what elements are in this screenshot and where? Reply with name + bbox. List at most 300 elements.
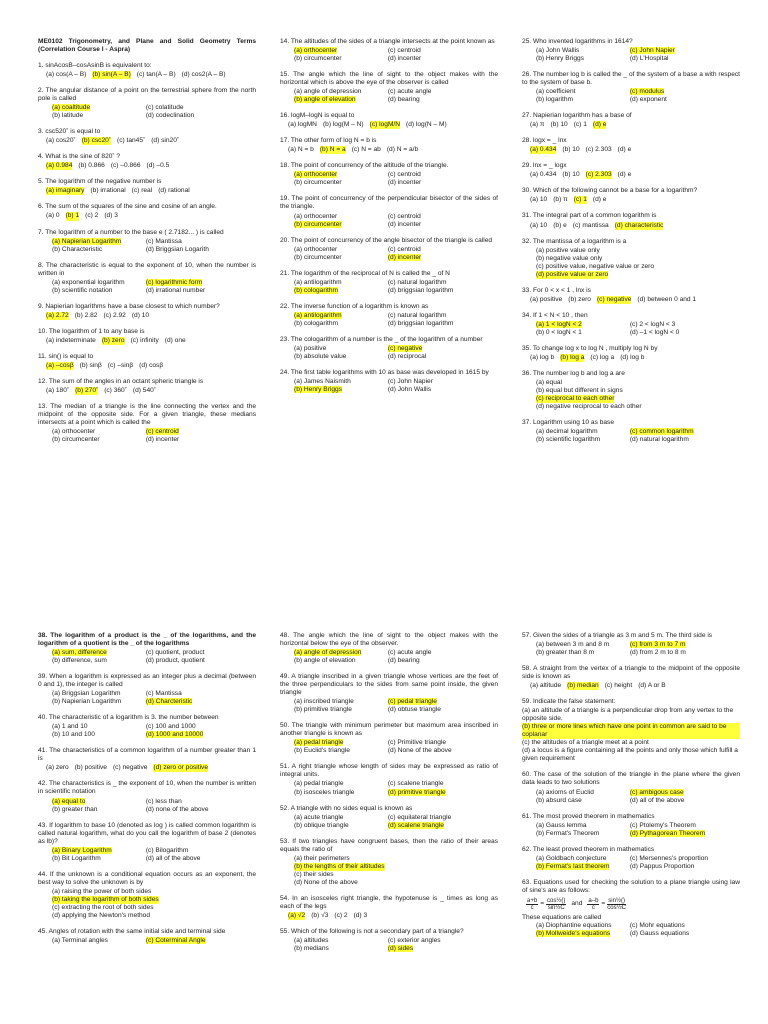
answer-option: (c) 1: [573, 121, 587, 129]
answer-option-cell: [52, 798, 146, 806]
answer-option: (c) Primitive triangle: [387, 739, 447, 747]
answer-options: [38, 104, 256, 120]
answer-option: (c) –0.866: [110, 162, 141, 170]
answer-option: (c) scalene triangle: [387, 780, 444, 788]
question-48: [280, 632, 498, 665]
answer-option: (d) from 2 m to 8 m: [629, 649, 686, 657]
answer-option: (d) Pappus Proportion: [629, 862, 695, 870]
answer-option: (b) 0.866: [78, 162, 105, 170]
answer-option-cell: [52, 104, 146, 112]
answer-option-cell: [630, 863, 724, 871]
answer-option-highlighted: (b) 1: [65, 212, 80, 220]
answer-option-cell: [536, 797, 630, 805]
answer-option-highlighted: (c) negative: [596, 295, 632, 303]
answer-option-cell: [630, 641, 724, 649]
answer-options: [38, 187, 256, 195]
question-37: [522, 419, 740, 444]
answer-options: [38, 690, 256, 706]
answer-option: (d) e: [592, 196, 607, 204]
question-27: [522, 112, 740, 129]
answer-option-cell: [52, 723, 146, 731]
answer-options: [38, 937, 256, 945]
answer-option: (c) Ptolemy's Theorem: [629, 821, 696, 829]
answer-option: (b) difference, sum: [52, 657, 107, 665]
question-50: [280, 722, 498, 755]
question-5: [38, 178, 256, 195]
answer-option-cell: [294, 780, 388, 788]
answer-option-highlighted: (c) centroid: [145, 428, 179, 436]
equals-sign: =: [540, 900, 545, 908]
fraction: [587, 898, 599, 911]
answer-option-cell: [146, 428, 240, 436]
answer-option: (a) angle of depression: [294, 88, 362, 96]
question-35: [522, 345, 740, 362]
answer-option: (a) logMN: [288, 121, 317, 129]
question-stem: 25. Who invented logarithms in 1614?: [522, 38, 633, 45]
question-stem: 31. The integral part of a common logarithm is: [522, 212, 657, 220]
answer-option-cell: [294, 698, 388, 706]
answer-option-cell: [630, 922, 724, 930]
answer-option: (c) N = ab: [351, 146, 381, 154]
equals-sign: =: [601, 900, 606, 908]
answer-option-highlighted: (b) circumcenter: [294, 220, 342, 228]
answer-option-cell: [294, 179, 388, 187]
answer-option: (b) Euclid's triangle: [294, 747, 350, 755]
answer-option: (a) indeterminate: [46, 336, 96, 344]
answer-option: (c) tan45˚: [117, 137, 146, 145]
column-1: [38, 38, 256, 452]
question-stem: 53. If two triangles have congruent bases, then the ratio of their areas equals the ratio of: [280, 837, 498, 853]
answer-options: [38, 847, 256, 863]
question-13: [38, 403, 256, 444]
question-58: [522, 665, 740, 690]
question-stem: 33. For 0 < x < 1 , lnx is: [522, 286, 591, 294]
question-61: [522, 813, 740, 838]
question-29: [522, 162, 740, 179]
answer-option: (d) codeclination: [145, 112, 195, 120]
fraction: [546, 898, 566, 911]
answer-option-cell: [146, 436, 240, 444]
answer-option: (c) natural logarithm: [387, 311, 447, 319]
answer-option: (b) log(M – N): [322, 121, 364, 129]
answer-option: (b) circumcenter: [294, 55, 342, 63]
answer-option-cell: [388, 55, 482, 63]
answer-option: (d) 540˚: [132, 386, 156, 394]
answer-option: (d) natural logarithm: [629, 436, 689, 444]
answer-option: (d) a locus is a figure containing all the points and only those which fulfill a given requirement: [522, 747, 738, 763]
answer-option-cell: [536, 855, 630, 863]
answer-options: [280, 279, 498, 295]
answer-option: (c) less than: [145, 797, 182, 805]
answer-option: (d) irrational number: [145, 286, 206, 294]
answer-option: (c) centroid: [387, 212, 421, 220]
answer-option-highlighted: (d) positive value or zero: [536, 270, 609, 278]
answer-option: (c) 2: [85, 212, 99, 220]
question-19: [280, 195, 498, 228]
question-30: [522, 187, 740, 204]
answer-option-highlighted: (b) the lengths of their altitudes: [294, 862, 385, 870]
question-stem: 17. The other form of log N = b is: [280, 137, 377, 145]
answer-option-cell: [630, 55, 724, 63]
answer-option-cell: [536, 922, 630, 930]
answer-option: (a) orthocenter: [294, 245, 338, 253]
answer-option-cell: [536, 88, 630, 96]
question-stem: 41. The characteristics of a common logarithm of a number greater than 1 is: [38, 747, 256, 763]
answer-option: (a) Terminal angles: [52, 936, 108, 944]
answer-option-cell: [294, 739, 388, 747]
answer-option-cell: [630, 930, 724, 938]
question-36: [522, 370, 740, 411]
answer-option-cell: [52, 279, 146, 287]
answer-option: (a) an altitude of a triangle is a perpendicular drop from any vertex to the opposite side.: [522, 707, 734, 723]
answer-options: [38, 764, 256, 772]
answer-option-highlighted: (d) zero or positive: [153, 764, 209, 772]
answer-option: (c) natural logarithm: [387, 278, 447, 286]
answer-option: (b) 10: [562, 146, 580, 154]
answer-option-cell: [294, 937, 388, 945]
answer-option-cell: [388, 822, 482, 830]
question-59: [522, 698, 740, 763]
answer-option: (d) product, quotient: [145, 657, 205, 665]
answer-options: [522, 682, 740, 690]
answer-option: (c) quotient, product: [145, 649, 205, 657]
question-62: [522, 846, 740, 871]
question-stem: 63. Equations used for checking the solution to a plane triangle using law of sine's are as follows:: [522, 878, 740, 894]
answer-option-cell: [52, 855, 146, 863]
answer-option: (c) log a: [590, 353, 615, 361]
formula-and: and: [571, 900, 583, 908]
answer-options: [38, 71, 256, 79]
answer-option-cell: [294, 747, 388, 755]
question-stem: 6. The sum of the squares of the sine and cosine of an angle.: [38, 203, 217, 211]
answer-option: (a) positive: [294, 344, 327, 352]
answer-option: (c) 2.303: [585, 146, 612, 154]
question-34: [522, 312, 740, 337]
answer-option-cell: [294, 378, 388, 386]
answer-option-cell: [146, 937, 240, 945]
answer-options: [280, 937, 498, 953]
answer-option-cell: [536, 96, 630, 104]
question-12: [38, 378, 256, 395]
answer-option-highlighted: (a) antilogarithm: [294, 311, 342, 319]
answer-option: (d) negative reciprocal to each other: [536, 403, 642, 411]
answer-options: [522, 707, 740, 763]
answer-option-highlighted: (a) angle of depression: [294, 649, 362, 657]
question-stem: 37. Logarithm using 10 as base: [522, 419, 615, 427]
answer-option-highlighted: (d) incenter: [387, 253, 422, 261]
answer-option: (b) greater than 8 m: [536, 649, 595, 657]
answer-option: (a) altitudes: [294, 936, 329, 944]
question-21: [280, 270, 498, 295]
answer-option-cell: [536, 428, 630, 436]
answer-options: [522, 379, 740, 411]
answer-option: (b) isosceles triangle: [294, 788, 355, 796]
question-stem: 29. lnx = _ logx: [522, 162, 567, 170]
answer-option-cell: [388, 213, 482, 221]
answer-option-highlighted: (a) pedal triangle: [294, 739, 344, 747]
answer-option-cell: [388, 279, 482, 287]
question-stem: 13. The median of a triangle is the line connecting the vertex and the midpoint of the opposite side. For a given triangle, these medians intersects at a point which is called the: [38, 402, 256, 427]
answer-option: (a) Briggsian Logarithm: [52, 690, 121, 698]
answer-option-cell: [388, 739, 482, 747]
question-stem: 23. The cologarithm of a number is the _ of the logarithm of a number: [280, 335, 483, 343]
answer-option-highlighted: (c) from 3 m to 7 m: [629, 641, 686, 649]
answer-option: (b) negative value only: [536, 254, 603, 262]
answer-option: (a) log b: [530, 353, 555, 361]
question-45: [38, 928, 256, 945]
answer-options: [522, 47, 740, 63]
question-stem: 61. The most proved theorem in mathematics: [522, 812, 655, 820]
answer-option: (d) between 0 and 1: [637, 295, 697, 303]
question-stem: 62. The least proved theorem in mathematics: [522, 845, 655, 853]
answer-option-cell: [630, 428, 724, 436]
answer-option-cell: [294, 221, 388, 229]
answer-option-highlighted: (a) 0.984: [46, 162, 73, 170]
answer-options: [522, 222, 740, 230]
answer-option: (d) L'Hospital: [629, 55, 669, 63]
answer-option: (a) antilogarithm: [294, 278, 342, 286]
answer-option-cell: [536, 930, 630, 938]
answer-option: (a) Gauss lemma: [536, 821, 587, 829]
answer-option-highlighted: (b) 270˚: [75, 386, 99, 394]
answer-options: [280, 47, 498, 63]
answer-option-cell: [630, 855, 724, 863]
answer-option-cell: [294, 386, 388, 394]
answer-option: (d) None of the above: [387, 747, 452, 755]
answer-option-highlighted: (a) 0.434: [530, 146, 557, 154]
answer-option: (a) π: [530, 121, 545, 129]
answer-option-cell: [294, 279, 388, 287]
numerator: sin½(): [608, 897, 625, 904]
question-16: [280, 112, 498, 129]
question-55: [280, 928, 498, 953]
answer-option: (c) exterior angles: [387, 936, 441, 944]
answer-option: (d) incenter: [387, 179, 422, 187]
answer-option: (b) Characteristic: [52, 245, 103, 253]
answer-option: (a) pedal triangle: [294, 780, 344, 788]
question-stem: 36. The number log b and log a are: [522, 369, 625, 377]
answer-option-highlighted: (b) cologarithm: [294, 286, 338, 294]
question-24: [280, 369, 498, 394]
answer-options: [38, 279, 256, 295]
answer-option-highlighted: (a) imaginary: [46, 187, 85, 195]
answer-option-highlighted: (c) 1: [573, 196, 587, 204]
question-stem: 48. The angle which the line of sight to the object makes with the horizontal below the eye of the observer.: [280, 632, 498, 648]
answer-option-cell: [52, 238, 146, 246]
answer-option-cell: [294, 814, 388, 822]
question-57: [522, 632, 740, 657]
answer-options: [522, 354, 740, 362]
answer-option-highlighted: (d) e: [592, 121, 607, 129]
question-stem: 8. The characteristic is equal to the exponent of 10, when the number is written in: [38, 261, 256, 277]
answer-options: [280, 312, 498, 328]
answer-option-cell: [52, 657, 146, 665]
answer-option-cell: [294, 353, 388, 361]
answer-option-cell: [294, 287, 388, 295]
answer-option-cell: [294, 254, 388, 262]
answer-option: (d) –0.5: [146, 162, 170, 170]
answer-option: (b) scientific notation: [52, 286, 113, 294]
question-6: [38, 203, 256, 220]
answer-option: (d) bearing: [387, 657, 420, 665]
answer-option-cell: [294, 171, 388, 179]
answer-option: (b) latitude: [52, 112, 84, 120]
question-stem: 49. A triangle inscribed in a given triangle whose vertices are the feet of the three perpendiculars to the sides from same point inside, the given triangle: [280, 673, 498, 697]
answer-option: (c) acute angle: [387, 649, 432, 657]
answer-option: (a) between 3 m and 8 m: [536, 641, 610, 649]
question-stem: 3. csc520˚ is equal to: [38, 128, 101, 136]
question-1: [38, 62, 256, 79]
answer-option-cell: [388, 345, 482, 353]
question-stem: 21. The logarithm of the reciprocal of N is called the _ of N: [280, 269, 450, 277]
answer-option-highlighted: (c) reciprocal to each other: [536, 395, 615, 402]
question-stem: 16. logM–logN is equal to: [280, 112, 355, 120]
answer-option-cell: [536, 649, 630, 657]
answer-option-cell: [630, 96, 724, 104]
answer-option: (a) altitude: [530, 682, 562, 690]
answer-options: [522, 855, 740, 871]
question-10: [38, 328, 256, 345]
answer-option: (c) centroid: [387, 47, 421, 55]
question-stem: 27. Napierian logarithm has a base of: [522, 112, 632, 120]
answer-option-cell: [388, 179, 482, 187]
answer-option: (b) π: [553, 196, 568, 204]
answer-option: (d) 3: [104, 212, 118, 220]
answer-option-highlighted: (b) N = a: [319, 146, 346, 154]
question-stem: 40. The characteristic of a logarithm is 3. the number between: [38, 714, 219, 722]
answer-option-cell: [146, 798, 240, 806]
denominator: sin½C: [547, 904, 565, 911]
question-22: [280, 303, 498, 328]
question-stem: 2. The angular distance of a point on the terrestrial sphere from the north pole is called: [38, 87, 256, 103]
answer-option: (c) 2 < logN < 3: [629, 320, 676, 328]
answer-option: (d) None of the above: [294, 878, 358, 886]
answer-option-cell: [536, 55, 630, 63]
answer-option: (a) coefficient: [536, 88, 576, 96]
answer-option: (d) one: [164, 336, 186, 344]
answer-option: (b) logarithm: [536, 96, 574, 104]
question-3: [38, 128, 256, 145]
answer-option: (c) height: [604, 682, 633, 690]
question-23: [280, 336, 498, 361]
question-20: [280, 237, 498, 262]
answer-options: [38, 212, 256, 220]
question-41: [38, 747, 256, 772]
answer-option-cell: [630, 321, 724, 329]
question-14: [280, 38, 498, 63]
question-15: [280, 71, 498, 104]
answer-option-cell: [388, 649, 482, 657]
answer-option-highlighted: (c) John Napier: [629, 47, 675, 55]
answer-options: [280, 213, 498, 229]
answer-options: [280, 814, 498, 830]
answer-option-highlighted: (d) scalene triangle: [387, 821, 444, 829]
answer-option-cell: [630, 797, 724, 805]
answer-option: (b) irrational: [90, 187, 126, 195]
answer-option-cell: [146, 287, 240, 295]
answer-option-cell: [294, 96, 388, 104]
answer-option: (d) incenter: [145, 436, 180, 444]
answer-option: (c) centroid: [387, 245, 421, 253]
answer-option: (d) –1 < logN < 0: [629, 328, 680, 336]
answer-option-highlighted: (b) taking the logarithm of both sides: [52, 895, 159, 903]
answer-option-cell: [388, 96, 482, 104]
answer-option-cell: [52, 112, 146, 120]
answer-option-cell: [630, 649, 724, 657]
question-11: [38, 353, 256, 370]
answer-option-cell: [630, 436, 724, 444]
answer-option: (c) centroid: [387, 171, 421, 179]
answer-option: (a) orthocenter: [52, 428, 96, 436]
answer-option: (c) –sinβ: [107, 361, 134, 369]
answer-option: (c) 100 and 1000: [145, 723, 196, 731]
question-stem: 9. Napierian logarithms have a base closest to which number?: [38, 302, 220, 310]
answer-option: (d) sin20˚: [151, 137, 180, 145]
answer-option-cell: [388, 698, 482, 706]
question-stem: 44. If the unknown is a conditional equation occurs as an exponent, the best way to solve the unknown is by: [38, 870, 256, 886]
question-stem: 42. The characteristics is _ the exponent of 10, when the number is written in scientific notation: [38, 780, 256, 796]
answer-options: [280, 378, 498, 394]
answer-option-cell: [52, 428, 146, 436]
answer-option-cell: [294, 55, 388, 63]
answer-option-highlighted: (a) Napierian Logarithm: [52, 237, 122, 245]
answer-option-highlighted: (c) pedal triangle: [387, 698, 437, 706]
answer-options: [38, 337, 256, 345]
question-51: [280, 763, 498, 796]
answer-option-cell: [294, 657, 388, 665]
question-stem: 11. sin() is equal to: [38, 352, 94, 360]
answer-option: (c) Mohr equations: [629, 921, 685, 929]
answer-option-cell: [294, 213, 388, 221]
answer-option-highlighted: (c) logarithmic form: [145, 278, 203, 286]
question-42: [38, 780, 256, 813]
answer-option: (a) 10: [530, 221, 548, 229]
answer-options: [522, 146, 740, 154]
question-stem: 32. The mantissa of a logarithm is a: [522, 237, 627, 245]
answer-options: [280, 345, 498, 361]
answer-option: (a) Diophantine equations: [536, 921, 612, 929]
answer-option-highlighted: (c) logM/N: [369, 121, 401, 129]
answer-options: [38, 649, 256, 665]
answer-option-cell: [52, 937, 146, 945]
answer-option: (d) bearing: [387, 96, 420, 104]
answer-option: (d) e: [617, 146, 632, 154]
question-stem: 18. The point of concurrency of the altitude of the triangle.: [280, 162, 449, 170]
question-38: [38, 632, 256, 665]
denominator: c: [530, 904, 534, 911]
answer-option: (a) cos20˚: [46, 137, 76, 145]
answer-option: (b) equal but different in signs: [536, 386, 623, 394]
question-18: [280, 162, 498, 187]
question-9: [38, 303, 256, 320]
answer-option-cell: [294, 706, 388, 714]
question-stem: 45. Angles of rotation with the same initial side and terminal side: [38, 927, 226, 935]
question-stem: 54. In an isosceles right triangle, the hypotenuse is _ times as long as each of the legs: [280, 894, 498, 910]
answer-option-cell: [536, 47, 630, 55]
answer-option: (c) Mersennes's proportion: [629, 854, 709, 862]
answer-option: (b) 10 and 100: [52, 731, 95, 739]
question-stem: 50. The triangle with minimum perimeter but maximum area inscribed in another triangle is known as: [280, 722, 498, 738]
answer-option-cell: [52, 847, 146, 855]
answer-options: [38, 428, 256, 444]
answer-option-highlighted: (b) sin(A – B): [92, 71, 131, 79]
answer-option: (b) circumcenter: [294, 253, 342, 261]
answer-option: (c) real: [131, 187, 153, 195]
answer-option: (d) briggsian logarithm: [387, 286, 454, 294]
answer-options: [38, 798, 256, 814]
answer-option-highlighted: (b) zero: [101, 336, 125, 344]
question-stem: 26. The number log b is called the _ of the system of a base a with respect to the system of base b.: [522, 71, 740, 87]
